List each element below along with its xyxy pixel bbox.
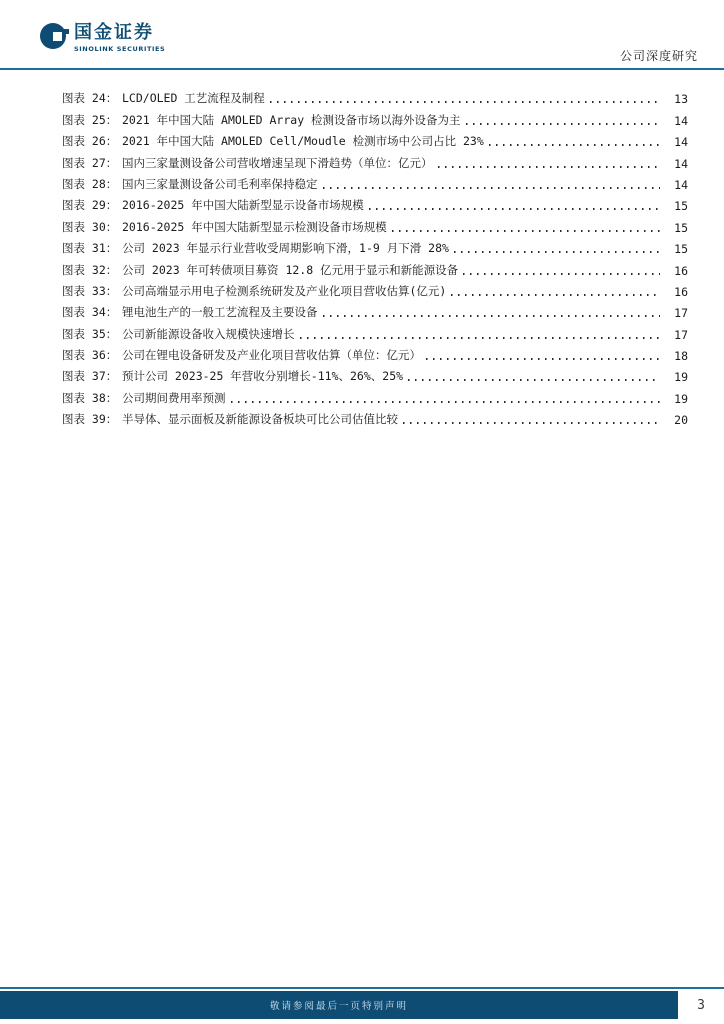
toc-entry <box>62 235 688 256</box>
toc-entry-page: 14 <box>674 156 688 171</box>
toc-entry <box>62 342 688 363</box>
toc-entry <box>62 320 688 341</box>
toc-entry-label: 图表 38： <box>62 390 118 405</box>
toc-entry-page: 15 <box>674 220 688 235</box>
sinolink-logo-icon <box>40 23 68 51</box>
toc-dot-leader <box>231 401 661 403</box>
toc-entry-label: 图表 35： <box>62 326 118 341</box>
toc-dot-leader <box>408 379 660 381</box>
toc-entry <box>62 256 688 277</box>
toc-entry-title: 2021 年中国大陆 AMOLED Array 检测设备市场以海外设备为主 <box>122 112 461 127</box>
toc-entry-title: 锂电池生产的一般工艺流程及主要设备 <box>122 305 318 320</box>
page-footer <box>0 987 724 1024</box>
footer-divider <box>0 987 724 989</box>
toc-entry-label: 图表 27： <box>62 155 118 170</box>
toc-entry-title: 半导体、显示面板及新能源设备板块可比公司估值比较 <box>122 412 398 427</box>
toc-entry-label: 图表 24： <box>62 91 118 106</box>
toc-dot-leader <box>323 187 661 189</box>
page-header <box>0 0 724 68</box>
toc-dot-leader <box>323 315 661 317</box>
toc-entry-label: 图表 31： <box>62 241 118 256</box>
toc-entry <box>62 213 688 234</box>
toc-entry-page: 19 <box>674 370 688 385</box>
toc-entry <box>62 278 688 299</box>
toc-entry-title: 公司高端显示用电子检测系统研发及产业化项目营收估算(亿元) <box>122 283 447 298</box>
toc-entry-label: 图表 30： <box>62 219 118 234</box>
brand-name-en: SINOLINK SECURITIES <box>74 45 166 53</box>
toc-entry-label: 图表 32： <box>62 262 118 277</box>
toc-dot-leader <box>369 208 660 210</box>
toc-entry <box>62 406 688 427</box>
toc-entry-page: 16 <box>674 284 688 299</box>
toc-dot-leader <box>463 273 660 275</box>
toc-dot-leader <box>270 101 660 103</box>
toc-entry-page: 20 <box>674 413 688 428</box>
toc-entry-title: 2016-2025 年中国大陆新型显示设备市场规模 <box>122 198 364 213</box>
toc-entry <box>62 149 688 170</box>
toc-entry-label: 图表 25： <box>62 112 118 127</box>
toc-entry-page: 17 <box>674 306 688 321</box>
toc-entry-title: 公司在锂电设备研发及产业化项目营收估算（单位：亿元） <box>122 348 421 363</box>
toc-entry-label: 图表 28： <box>62 176 118 191</box>
toc-entry <box>62 106 688 127</box>
toc-dot-leader <box>403 422 660 424</box>
toc-dot-leader <box>426 358 660 360</box>
toc-entry-page: 14 <box>674 177 688 192</box>
toc-entry-page: 14 <box>674 135 688 150</box>
toc-dot-leader <box>300 337 661 339</box>
toc-entry-label: 图表 37： <box>62 369 118 384</box>
toc-entry-title: 国内三家量测设备公司营收增速呈现下滑趋势（单位：亿元） <box>122 155 433 170</box>
brand-text <box>74 23 165 53</box>
toc-dot-leader <box>489 144 660 146</box>
toc-entry <box>62 85 688 106</box>
page-number: 3 <box>697 997 705 1013</box>
toc-entry-title: 公司新能源设备收入规模快速增长 <box>122 326 295 341</box>
brand-name-cn: 国金证券 <box>74 22 154 43</box>
toc-dot-leader <box>451 294 660 296</box>
toc-entry-title: 预计公司 2023-25 年营收分别增长-11%、26%、25% <box>122 369 404 384</box>
toc-entry <box>62 384 688 405</box>
footer-disclaimer-bar <box>0 991 678 1019</box>
toc-entry-page: 16 <box>674 263 688 278</box>
toc-dot-leader <box>438 166 661 168</box>
toc-entry-label: 图表 26： <box>62 134 118 149</box>
toc-dot-leader <box>466 123 660 125</box>
figure-toc-list <box>62 85 688 427</box>
toc-entry-page: 15 <box>674 199 688 214</box>
toc-entry-label: 图表 29： <box>62 198 118 213</box>
toc-entry-label: 图表 36： <box>62 348 118 363</box>
toc-entry-title: 国内三家量测设备公司毛利率保持稳定 <box>122 176 318 191</box>
toc-dot-leader <box>454 251 660 253</box>
toc-entry <box>62 363 688 384</box>
toc-entry <box>62 192 688 213</box>
toc-dot-leader <box>392 230 660 232</box>
toc-entry-title: 2021 年中国大陆 AMOLED Cell/Moudle 检测市场中公司占比 23% <box>122 134 484 149</box>
doc-type-label: 公司深度研究 <box>619 49 698 63</box>
toc-entry-label: 图表 39： <box>62 412 118 427</box>
toc-entry-title: 公司期间费用率预测 <box>122 390 226 405</box>
toc-entry-title: 2016-2025 年中国大陆新型显示检测设备市场规模 <box>122 219 387 234</box>
toc-entry-title: LCD/OLED 工艺流程及制程 <box>122 91 265 106</box>
header-divider <box>0 68 724 70</box>
toc-entry-page: 15 <box>674 242 688 257</box>
toc-entry-page: 19 <box>674 391 688 406</box>
toc-entry <box>62 128 688 149</box>
footer-disclaimer-text: 敬请参阅最后一页特别声明 <box>269 1001 408 1012</box>
brand-logo <box>40 23 165 53</box>
toc-entry-page: 18 <box>674 349 688 364</box>
toc-entry-page: 14 <box>674 113 688 128</box>
toc-entry-page: 13 <box>674 92 688 107</box>
toc-entry <box>62 299 688 320</box>
toc-entry-title: 公司 2023 年显示行业营收受周期影响下滑，1-9 月下滑 28% <box>122 241 449 256</box>
toc-entry-page: 17 <box>674 327 688 342</box>
toc-entry <box>62 171 688 192</box>
toc-entry-label: 图表 33： <box>62 283 118 298</box>
toc-entry-title: 公司 2023 年可转债项目募资 12.8 亿元用于显示和新能源设备 <box>122 262 459 277</box>
toc-entry-label: 图表 34： <box>62 305 118 320</box>
